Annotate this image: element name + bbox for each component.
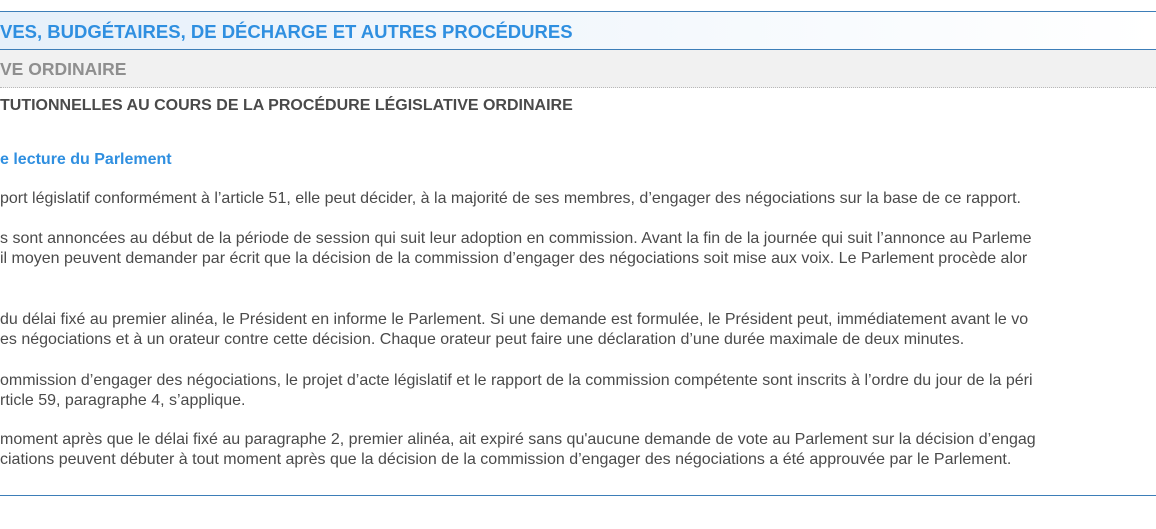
paragraph-3-line-2: es négociations et à un orateur contre cette décision. Chaque orateur peut faire une déclaration d’une durée maximale de deux minutes. <box>0 331 965 348</box>
rule-title: e lecture du Parlement <box>0 151 172 168</box>
bottom-divider <box>0 495 1156 496</box>
section-title-band <box>0 11 1156 50</box>
paragraph-4-line-2: rticle 59, paragraphe 4, s’applique. <box>0 392 246 409</box>
paragraph-2-line-1: s sont annoncées au début de la période de session qui suit leur adoption en commission. Avant la fin de la journée qui suit l’annonce au Parleme <box>0 230 1032 247</box>
subsection-title: VE ORDINAIRE <box>0 59 127 79</box>
chapter-heading: TUTIONNELLES AU COURS DE LA PROCÉDURE LÉGISLATIVE ORDINAIRE <box>0 97 573 114</box>
paragraph-2-line-2: il moyen peuvent demander par écrit que la décision de la commission d’engager des négociations soit mise aux voix. Le Parlement procède alor <box>0 250 1028 267</box>
paragraph-5-line-2: ciations peuvent débuter à tout moment après que la décision de la commission d’engager des négociations a été approuvée par le Parlement. <box>0 451 1012 468</box>
paragraph-5-line-1: moment après que le délai fixé au paragraphe 2, premier alinéa, ait expiré sans qu'aucune demande de vote au Parlement sur la décision d’engag <box>0 431 1036 448</box>
section-title: VES, BUDGÉTAIRES, DE DÉCHARGE ET AUTRES PROCÉDURES <box>0 21 573 42</box>
paragraph-4-line-1: ommission d’engager des négociations, le projet d’acte législatif et le rapport de la commission compétente sont inscrits à l’ordre du jour de la péri <box>0 372 1033 389</box>
paragraph-3-line-1: du délai fixé au premier alinéa, le Président en informe le Parlement. Si une demande est formulée, le Président peut, immédiatement avant le vo <box>0 311 1029 328</box>
subsection-title-band <box>0 50 1156 88</box>
paragraph-1-line-1: port législatif conformément à l’article 51, elle peut décider, à la majorité de ses membres, d’engager des négociations sur la base de ce rapport. <box>0 190 1021 207</box>
